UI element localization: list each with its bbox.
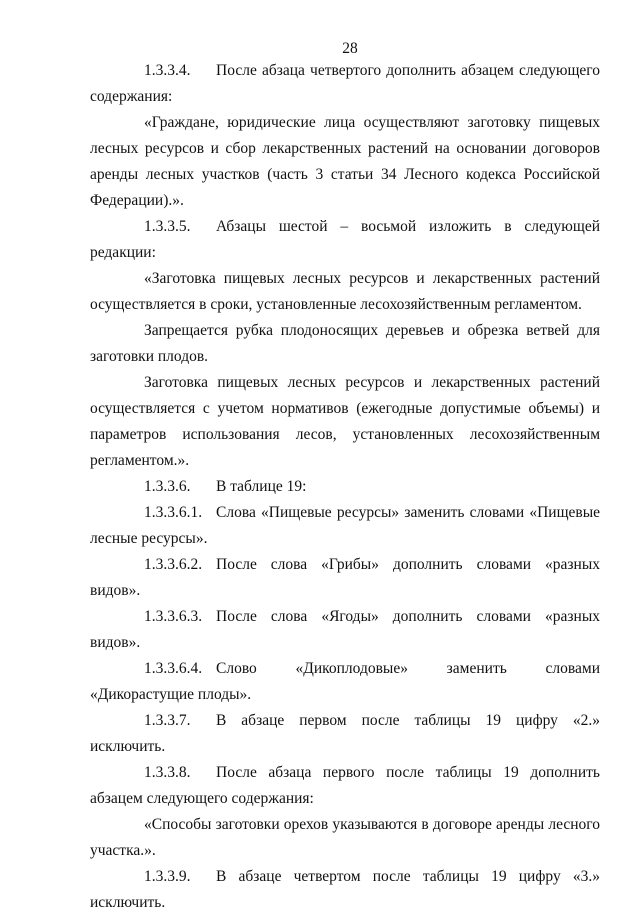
paragraph-1-3-3-6-3 [90, 604, 600, 656]
clause-text: После слова «Ягоды» дополнить словами «разных видов». [90, 608, 600, 651]
paragraph-1-3-3-6-4 [90, 656, 600, 708]
clause-number: 1.3.3.6. [144, 478, 191, 495]
quoted-paragraph: «Граждане, юридические лица осуществляют заготовку пищевых лесных ресурсов и сбор лекарственных растений на основании договоров аренды лесных участков (часть 3 статьи 34 Лесного кодекса Российской Федерации).». [90, 114, 600, 209]
clause-number: 1.3.3.7. [144, 712, 191, 729]
paragraph-1-3-3-6-1 [90, 500, 600, 552]
paragraph-1-3-3-6 [90, 474, 600, 500]
clause-number: 1.3.3.6.1. [144, 504, 203, 521]
clause-text: В абзаце четвертом после таблицы 19 цифру «3.» исключить. [90, 868, 600, 911]
page-number: 28 [342, 40, 358, 57]
clause-text: В таблице 19: [216, 478, 307, 495]
quoted-paragraph: Запрещается рубка плодоносящих деревьев и обрезка ветвей для заготовки плодов. [90, 322, 600, 365]
quoted-paragraph: «Заготовка пищевых лесных ресурсов и лекарственных растений осуществляется в сроки, установленные лесохозяйственным регламентом. [90, 270, 600, 313]
clause-number: 1.3.3.8. [144, 764, 191, 781]
paragraph-1-3-3-7 [90, 708, 600, 760]
paragraph-1-3-3-5 [90, 214, 600, 266]
paragraph-1-3-3-4 [90, 58, 600, 110]
quoted-paragraph: «Способы заготовки орехов указываются в договоре аренды лесного участка.». [90, 816, 600, 859]
clause-text: В абзаце первом после таблицы 19 цифру «2.» исключить. [90, 712, 600, 755]
clause-text: Абзацы шестой – восьмой изложить в следующей редакции: [90, 218, 600, 261]
clause-text: Слово «Дикоплодовые» заменить словами «Дикорастущие плоды». [90, 660, 600, 703]
clause-number: 1.3.3.6.2. [144, 556, 203, 573]
paragraph-1-3-3-8 [90, 760, 600, 812]
paragraph-1-3-3-6-2 [90, 552, 600, 604]
clause-text: После абзаца четвертого дополнить абзацем следующего содержания: [90, 62, 600, 105]
quoted-paragraph: Заготовка пищевых лесных ресурсов и лекарственных растений осуществляется с учетом нормативов (ежегодные допустимые объемы) и параметров использования лесов, установленных лесохозяйственным регламентом.». [90, 374, 600, 469]
clause-number: 1.3.3.6.4. [144, 660, 203, 677]
clause-number: 1.3.3.9. [144, 868, 191, 885]
clause-text: После абзаца первого после таблицы 19 дополнить абзацем следующего содержания: [90, 764, 600, 807]
document-body [90, 58, 600, 916]
clause-number: 1.3.3.4. [144, 62, 191, 79]
clause-text: Слова «Пищевые ресурсы» заменить словами «Пищевые лесные ресурсы». [90, 504, 600, 547]
clause-number: 1.3.3.5. [144, 218, 191, 235]
clause-number: 1.3.3.6.3. [144, 608, 203, 625]
clause-text: После слова «Грибы» дополнить словами «разных видов». [90, 556, 600, 599]
paragraph-1-3-3-9 [90, 864, 600, 916]
